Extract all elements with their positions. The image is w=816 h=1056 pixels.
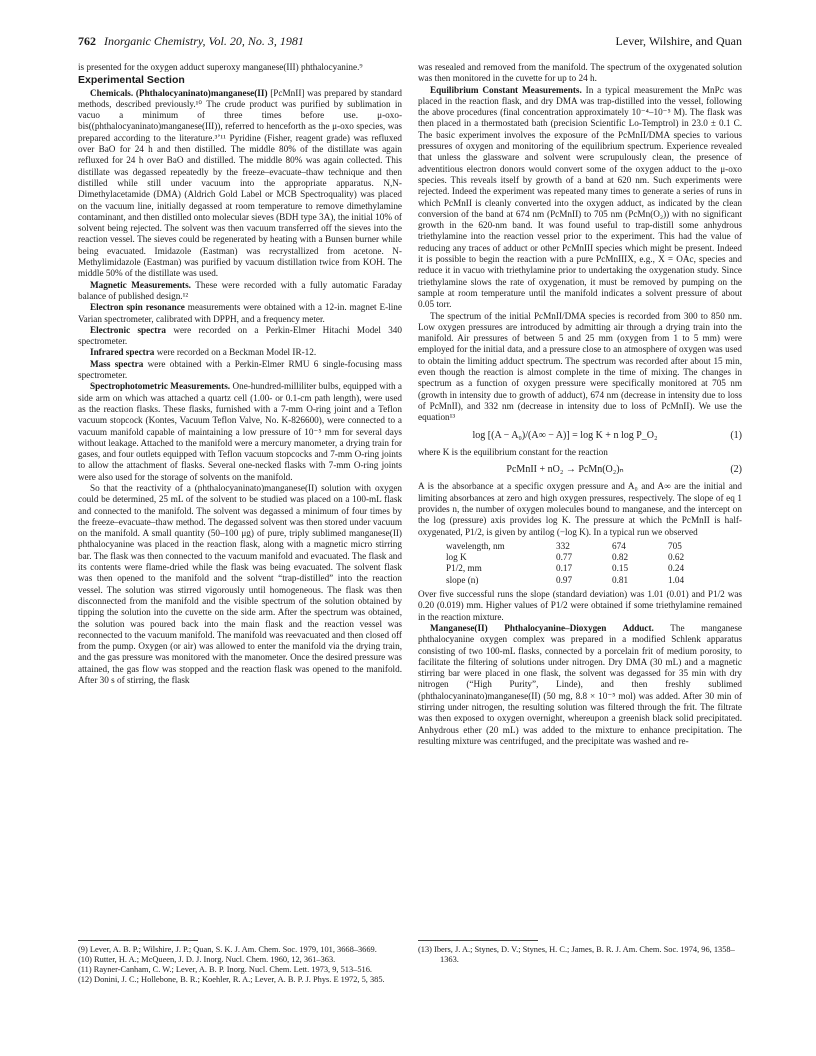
infrared-heading: Infrared spectra: [90, 347, 155, 358]
table-cell: 0.77: [556, 552, 573, 563]
continuation-paragraph: was resealed and removed from the manifold. The spectrum of the oxygenated solution was then monitored in the cuvette for up to 24 h.: [418, 62, 742, 84]
equation-2-number: (2): [730, 464, 742, 476]
table-cell: P1/2, mm: [446, 563, 482, 574]
left-column: [78, 62, 402, 686]
adduct-paragraph: [418, 623, 742, 747]
footnote-rule: [78, 940, 198, 941]
table-cell: wavelength, nm: [446, 540, 505, 551]
mass-paragraph: [78, 359, 402, 382]
running-header: [78, 34, 742, 50]
footnote: (13) Ibers, J. A.; Stynes, D. V.; Stynes, H. C.; James, B. R. J. Am. Chem. Soc. 1974, 96, 1358–1363.: [418, 945, 735, 964]
electronic-heading: Electronic spectra: [90, 324, 167, 335]
adduct-heading: Manganese(II) Phthalocyanine–Dioxygen Adduct.: [430, 622, 654, 633]
observation-table: [446, 541, 724, 586]
esr-paragraph: [78, 302, 402, 325]
table-row: [446, 552, 724, 563]
spectrum-paragraph: The spectrum of the initial PcMnII/DMA species is recorded from 300 to 850 nm. Low oxygen pressures are introduced by admitting air through a drying train into the manifold. Air pressures of between 5 and 25 mm (oxygen from 1 to 5 mm) were employed for the initial data, and a pressure close to an atmosphere of oxygen was used to obtain the limiting adduct spectrum. The spectrum was recorded after about 15 min, even though the reaction is almost complete in the time of mixing. The changes in spectrum as a function of oxygen pressure were specifically monitored at 705 nm (growth in intensity due to growth of adduct), 674 nm (decrease in intensity due to loss of PcMnII), and 332 nm (decrease in intensity due to loss of PcMnII). We use the equation¹³: [418, 310, 742, 423]
infrared-body: were recorded on a Beckman Model IR-12.: [156, 347, 317, 358]
equation-2-body: PcMnII + nO₂ → PcMn(O₂)ₙ: [506, 464, 624, 476]
equation-1-number: (1): [730, 429, 742, 441]
adduct-body: The manganese phthalocyanine oxygen complex was prepared in a modified Schlenk apparatus consisting of two 100-mL flasks, connected by a porcelain frit of medium porosity, to facilitate the filtering of solutions under nitrogen. Dry DMA (30 mL) and a magnetic stirring bar were placed in one flask, the solvent was degassed for 35 min with dry nitrogen (“High Purity”, Linde), and then freshly sublimed (phthalocyaninato)manganese(II) (50 mg, 8.8 × 10⁻⁵ mol) was added. After 30 min of stirring under nitrogen, the resulting solution was filtered through the frit. The filtrate was then exposed to oxygen overnight, whereupon a greenish black solid precipitated. Anhydrous ether (20 mL) was added to the mixture to enhance precipitation. The resulting mixture was centrifuged, and the precipitate was washed and re-: [418, 622, 742, 746]
journal-citation: Inorganic Chemistry, Vol. 20, No. 3, 1981: [104, 34, 304, 48]
equation-1: [418, 430, 742, 441]
esr-heading: Electron spin resonance: [90, 302, 185, 313]
table-row: [446, 541, 724, 552]
table-cell: 0.62: [668, 552, 685, 563]
over-runs-paragraph: Over five successful runs the slope (standard deviation) was 1.01 (0.01) and P1/2 was 0.20 (0.019) mm. Higher values of P1/2 were obtained if some triethylamine remained in the reaction mixture.: [418, 589, 742, 622]
spectrophotometric-body: One-hundred-milliliter bulbs, equipped with a side arm on which was attached a quartz cell (1.00- or 0.1-cm path length), were used as the reaction flasks. These flasks, furnished with a 7-mm O-ring joint and a Teflon vacuum stopcock (Kontes, Vacuum Teflon Valve, No. K-826600), were connected to a vacuum manifold capable of maintaining a low pressure of 10⁻⁵ mm for several days without leakage. Attached to the manifold were a mercury manometer, a drying train for gases, and four outlets equipped with Teflon vacuum stopcocks and 7-mm O-ring joints to allow the attachment of flasks. Several one-necked flasks with 7-mm O-ring joints were also used for the storage of solvents on the manifold.: [78, 381, 403, 482]
table-row: [446, 563, 724, 574]
table-cell: 0.81: [612, 574, 629, 585]
footnote: (9) Lever, A. B. P.; Wilshire, J. P.; Quan, S. K. J. Am. Chem. Soc. 1979, 101, 3668–3669.: [78, 945, 377, 954]
reactivity-paragraph: So that the reactivity of a (phthalocyaninato)manganese(II) solution with oxygen could be determined, 25 mL of the solvent to be studied was placed on a 100-mL flask and connected to the manifold. The solvent was degassed a minimum of four times by the freeze–evacuate–thaw method. The degassed solvent was then stored under vacuum on the manifold. A small quantity (50–100 μg) of pure, triply sublimed manganese(II) phthalocyanine was placed in the reaction flask, along with a magnetic micro stirring bar. The flask was then connected to the vacuum manifold and evacuated. The flask and its contents were flame-dried while the flask was being evacuated. The solvent flask was then opened to the manifold and the solvent “trap-distilled” into the reaction vessel. The solution was stirred vigorously until homogeneous. The flask was then disconnected from the manifold and the visible spectrum of the solution obtained by tipping the solution into the cuvette on the side arm. After the spectrum was obtained, the solution was poured back into the main flask and the reaction vessel was reconnected to the vacuum manifold. The manifold was reevacuated and then closed off from the pump. Oxygen (or air) was allowed to enter the manifold via the drying train, and the gas pressure was monitored with the manometer. Once the desired pressure was attained, the gas flow was stopped and the reaction flask was opened to the manifold. After 30 s of stirring, the flask: [78, 482, 402, 686]
chemicals-body: [PcMnII] was prepared by standard methods, described previously.¹⁰ The crude product was purified by sublimation in vacuo a minimum of three times before use. μ-oxo-bis((phthalocyaninato)manganese(III)), referred to henceforth as the μ-oxo species, was prepared according to the literature.³ʼ¹¹ Pyridine (Fisher, reagent grade) was refluxed over BaO for 24 h and then distilled. The middle 80% of the distillate was again refluxed for 24 h over BaO and distilled. The middle 80% was again collected. This distillate was degassed repeatedly by the freeze–evacuate–thaw technique and then distilled while still under vacuum into the appropriate apparatus. N,N-Dimethylacetamide (DMA) (Aldrich Gold Label or MCB Spectroquality) was placed on the vacuum line, initially degassed at room temperature to remove dimethylamine contaminant, and then distilled onto molecular sieves (BDH type 3A), the initial 10% of solvent being rejected. The solvent was then vacuum transferred off the sieves into the reaction vessel. The sieves could be regenerated by heating with a Bunsen burner while being evacuated. Imidazole (Eastman) was recrystallized from acetone. N-Methylimidazole (Eastman) was purified by vacuum distillation twice from KOH. The middle 50% of the distillate was used.: [78, 87, 402, 279]
table-cell: 0.97: [556, 574, 573, 585]
mass-body: were obtained with a Perkin-Elmer RMU 6 single-focusing mass spectrometer.: [78, 358, 402, 381]
table-cell: log K: [446, 552, 467, 563]
table-cell: 0.17: [556, 563, 573, 574]
electronic-body: were recorded on a Perkin-Elmer Hitachi Model 340 spectrometer.: [78, 324, 402, 347]
magnetic-paragraph: [78, 280, 402, 303]
table-cell: slope (n): [446, 574, 479, 585]
footnote: (10) Rutter, H. A.; McQueen, J. D. J. Inorg. Nucl. Chem. 1960, 12, 361–363.: [78, 955, 336, 964]
table-row: [446, 575, 724, 586]
section-title: Experimental Section: [78, 74, 185, 87]
footnotes-right: [418, 940, 742, 965]
footnotes-left: [78, 940, 402, 985]
chemicals-heading: Chemicals. (Phthalocyaninato)manganese(II): [90, 87, 268, 98]
where-k-line: where K is the equilibrium constant for the reaction: [418, 446, 608, 457]
table-cell: 0.15: [612, 563, 629, 574]
right-column: [418, 62, 742, 747]
magnetic-body: These were recorded with a fully automatic Faraday balance of published design.¹²: [78, 279, 402, 301]
table-cell: 0.82: [612, 552, 629, 563]
intro-paragraph: is presented for the oxygen adduct superoxy manganese(III) phthalocyanine.⁹: [78, 62, 363, 72]
table-cell: 332: [556, 540, 570, 551]
footnote: (12) Donini, J. C.; Hollebone, B. R.; Koehler, R. A.; Lever, A. B. P. J. Phys. E 1972, 5, 385.: [78, 975, 385, 984]
table-cell: 0.24: [668, 563, 685, 574]
absorbance-paragraph: A is the absorbance at a specific oxygen pressure and A₀ and A∞ are the initial and limiting absorbances at zero and high oxygen pressures, respectively. The slope of eq 1 provides n, the number of oxygen molecules bound to manganese, and the intercept on the log (pressure) axis provides log K. The pressure at which the PcMnII is half-oxygenated, P1/2, is given by antilog (−log K). In a typical run we observed: [418, 481, 742, 537]
footnote-rule: [418, 940, 538, 941]
esr-body: measurements were obtained with a 12-in. magnet E-line Varian spectrometer, calibrated with DPPH, and a frequency meter.: [78, 302, 402, 324]
electronic-paragraph: [78, 325, 402, 348]
spectrophotometric-heading: Spectrophotometric Measurements.: [90, 381, 231, 392]
running-authors: Lever, Wilshire, and Quan: [615, 34, 742, 48]
chemicals-paragraph: [78, 88, 402, 280]
equilibrium-paragraph: [418, 85, 742, 311]
spectrophotometric-paragraph: [78, 381, 402, 483]
table-cell: 674: [612, 540, 626, 551]
infrared-paragraph: [78, 347, 402, 358]
magnetic-heading: Magnetic Measurements.: [90, 279, 191, 290]
page-number: 762: [78, 34, 96, 48]
table-cell: 705: [668, 540, 682, 551]
footnote: (11) Rayner-Canham, C. W.; Lever, A. B. P. Inorg. Nucl. Chem. Lett. 1973, 9, 513–516.: [78, 965, 372, 974]
equilibrium-body: In a typical measurement the MnPc was placed in the reaction flask, and dry DMA was trap-distilled into the vessel, following the above procedures (final concentration approximately 10⁻⁴–10⁻⁵ M). The flask was then placed in a thermostated bath (precision Scientific Lo-Temptrol) in 23.0 ± 0.1 C. The basic experiment involves the exposure of the PcMnII/DMA species to various pressures of oxygen and monitoring of the equilibrium spectrum. Experience revealed that unless the glassware and solvent were scrupulously clean, the presence of adventitious electron donors would convert some of the oxygen adduct to the μ-oxo species. This reveals itself by growth of a band at 620 nm. Such experiments were rejected. Indeed the experiment was repeated many times to generate a series of runs in which PcMnII is cleanly converted into the oxygen adduct, as indicated by the clean conversion of the band at 674 nm (PcMnII) to 705 nm (PcMn(O₂)) with no significant growth in the 620-nm band. It was found useful to trap-distill some anhydrous triethylamine into the reaction vessel prior to the experiment. This had the value of reducing any traces of adduct or other PcMnIII species which might be present. Indeed it is possible to begin the reaction with a pure PcMnIIIX, e.g., X = OAc, species and reduce it in vacuo with triethylamine prior to undertaking the oxygenation study. Since triethylamine slows the rate of oxygenation, it must be removed by pumping on the sample at room temperature until the manifold indicates a solvent pressure of about 0.05 torr.: [418, 84, 742, 310]
mass-heading: Mass spectra: [90, 358, 144, 369]
equilibrium-heading: Equilibrium Constant Measurements.: [430, 84, 582, 95]
table-cell: 1.04: [668, 574, 685, 585]
equation-2: [418, 464, 742, 475]
equation-1-body: log [(A − A₀)/(A∞ − A)] = log K + n log P_O₂: [472, 429, 658, 441]
